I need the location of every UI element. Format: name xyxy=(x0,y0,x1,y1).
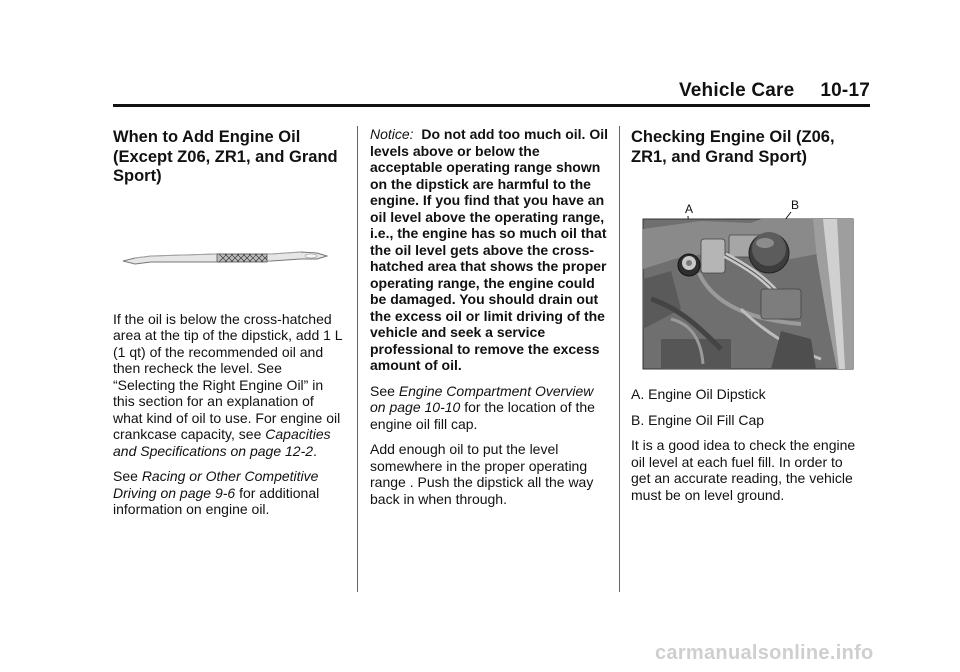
header-rule xyxy=(113,104,870,107)
dipstick-illustration xyxy=(121,245,333,273)
paragraph-compartment: See Engine Compartment Overview on page 10-10 for the location of the engine oil fill cap. xyxy=(370,382,595,432)
header-title xyxy=(679,80,870,102)
link-racing[interactable]: Racing or Other Competitive Driving on page 9-6 xyxy=(113,468,319,501)
section-heading-add-oil: When to Add Engine Oil (Except Z06, ZR1, and Grand Sport) xyxy=(113,128,338,185)
link-capacities[interactable]: Capacities and Specifications on page 12-2 xyxy=(113,426,331,459)
column-2 xyxy=(370,126,610,516)
column-1 xyxy=(113,126,343,527)
legend-item-a: A. Engine Oil Dipstick xyxy=(631,386,766,402)
engine-photo-body xyxy=(643,219,853,369)
paragraph-check-oil: It is a good idea to check the engine oil level at each fuel fill. In order to get an accurate reading, the vehicle must be on level ground. xyxy=(631,437,856,503)
engine-compartment-photo xyxy=(641,199,857,374)
watermark: carmanualsonline.info xyxy=(655,642,874,664)
column-divider-2 xyxy=(619,126,620,592)
notice-paragraph xyxy=(370,126,610,374)
notice-body: Do not add too much oil. Oil levels above or below the acceptable operating range shown on the dipstick are harmful to the engine. If you find that you have an oil level above the operating range, i.e., the engine has so much oil that the oil level gets above the cross-hatched area that shows the proper operating range, the engine could be damaged. You should drain out the excess oil or limit driving of the vehicle and seek a service professional to remove the excess amount of oil. xyxy=(370,126,609,373)
header-section: Vehicle Care xyxy=(678,80,795,101)
legend-item-b: B. Engine Oil Fill Cap xyxy=(631,411,765,428)
section-heading-checking-oil: Checking Engine Oil (Z06, ZR1, and Grand Sport) xyxy=(631,128,835,166)
column-divider-1 xyxy=(357,126,358,592)
link-engine-compartment[interactable]: Engine Compartment Overview on page 10-10 xyxy=(370,382,594,415)
column-3 xyxy=(631,126,863,512)
header-page-number: 10-17 xyxy=(820,80,870,101)
paragraph-racing: See Racing or Other Competitive Driving on page 9-6 for additional information on engine oil. xyxy=(113,468,320,517)
callout-a-label: A xyxy=(685,202,694,216)
notice-label: Notice: xyxy=(370,126,414,142)
callout-b-label: B xyxy=(791,199,800,212)
paragraph-add-enough: Add enough oil to put the level somewhere in the proper operating range . Push the dipstick all the way back in when through. xyxy=(370,441,594,507)
paragraph-add-oil: If the oil is below the cross-hatched area at the tip of the dipstick, add 1 L (1 qt) of the recommended oil and then recheck the level. See “Selecting the Right Engine Oil” in this section for an explanation of what kind of oil to use. For engine oil crankcase capacity, see Capacities and Specifications on page 12-2. xyxy=(113,310,343,459)
